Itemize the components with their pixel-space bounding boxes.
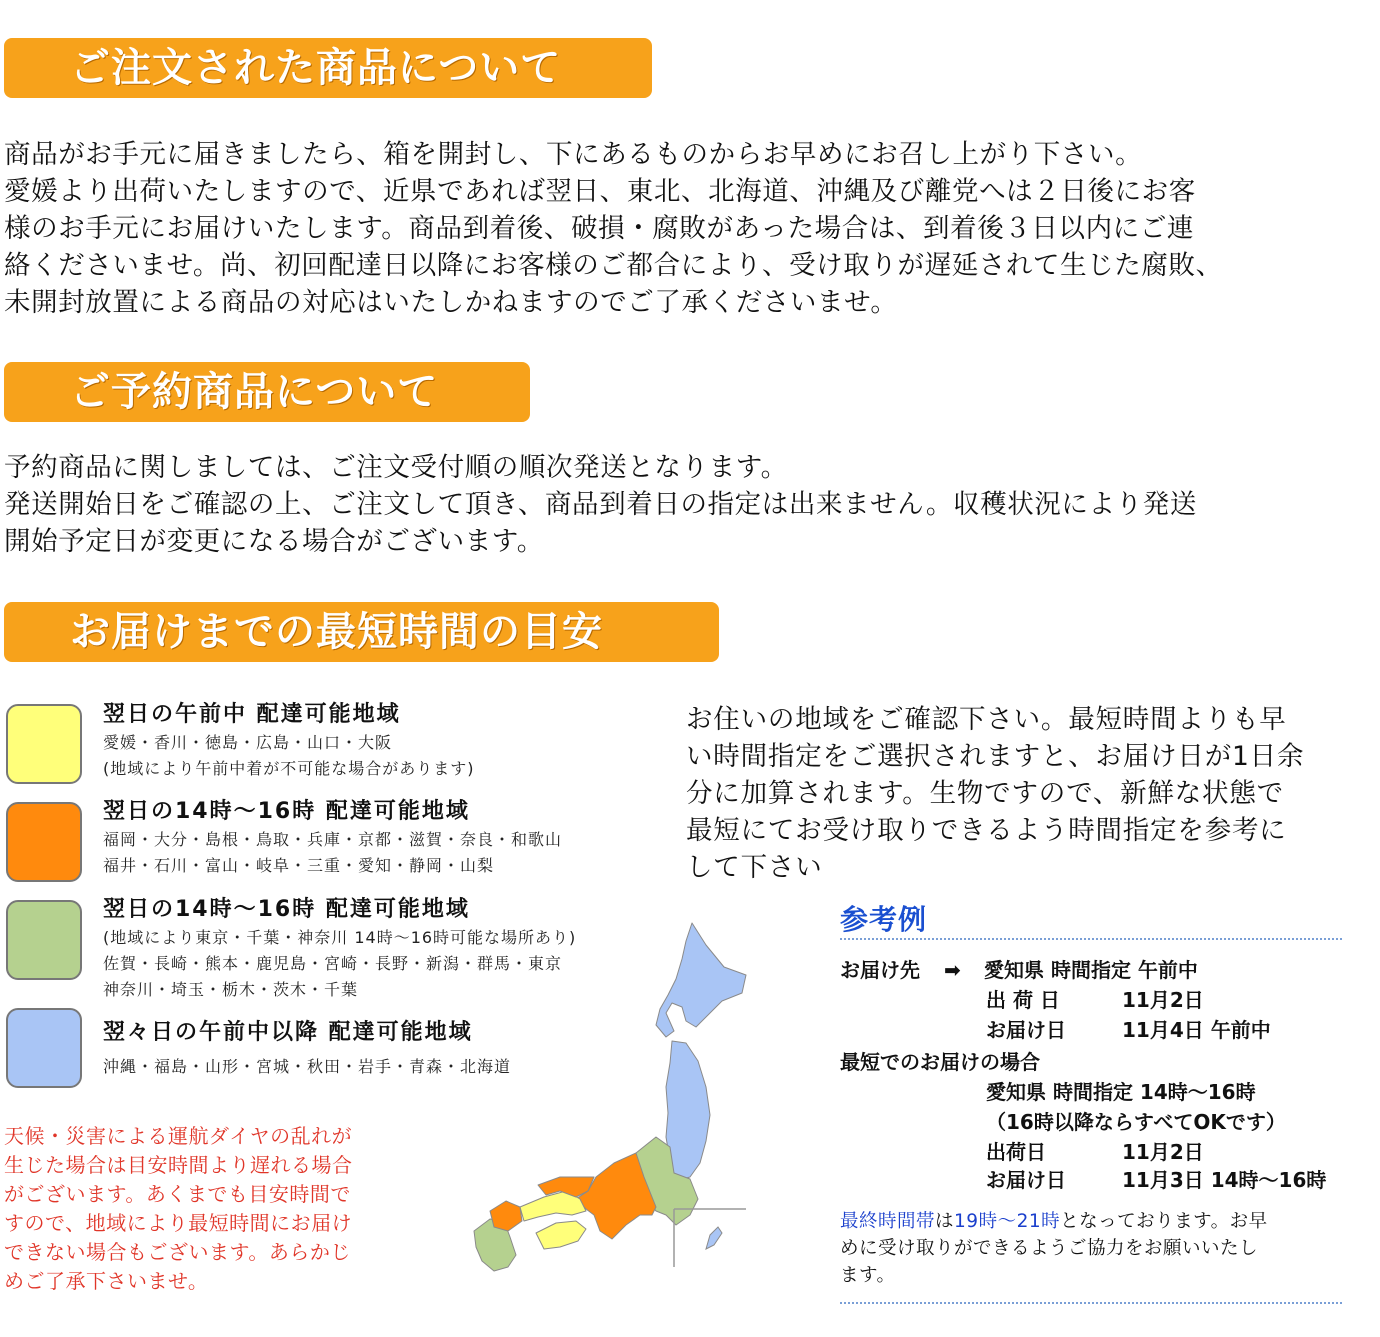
note-line: 天候・災害による運航ダイヤの乱れが	[4, 1124, 353, 1148]
zone-line: (地域により東京・千葉・神奈川 14時～16時可能な場所あり)	[103, 928, 577, 947]
zone-title: 翌日の14時～16時 配達可能地域	[103, 799, 470, 824]
note-line	[840, 1208, 1340, 1235]
text-fragment: となっております。お早	[1060, 1211, 1268, 1232]
zone-title: 翌日の午前中 配達可能地域	[103, 702, 401, 727]
dest-value: 愛知県 時間指定 午前中	[984, 958, 1198, 982]
text-line: 開始予定日が変更になる場合がございます。	[4, 526, 544, 557]
divider	[840, 938, 1342, 940]
ship-label: 出 荷 日	[986, 988, 1060, 1012]
weather-note	[4, 1122, 434, 1296]
text-line: 予約商品に関しましては、ご注文受付順の順次発送となります。	[4, 452, 788, 483]
note-line: い時間指定をご選択されますと、お届け日が1日余	[686, 741, 1305, 772]
zone-title: 翌々日の午前中以降 配達可能地域	[103, 1020, 473, 1045]
example-fastest-label: 最短でのお届けの場合	[840, 1050, 1040, 1074]
zone-line: 佐賀・長崎・熊本・鹿児島・宮崎・長野・新潟・群馬・東京	[103, 954, 563, 973]
text-line: 商品がお手元に届きましたら、箱を開封し、下にあるものからお早めにお召し上がり下さい。	[4, 139, 1143, 170]
map-region-shikoku	[536, 1221, 586, 1249]
order-paragraph	[4, 136, 1223, 321]
note-line: がございます。あくまでも目安時間で	[4, 1182, 351, 1206]
delivery-heading: お届けまでの最短時間の目安	[4, 602, 719, 662]
note-line: すので、地域により最短時間にお届け	[4, 1211, 353, 1235]
example-ship-date-2	[986, 1137, 1204, 1167]
example-destination	[840, 955, 1198, 985]
zone-line: 愛媛・香川・徳島・広島・山口・大阪	[103, 733, 393, 752]
region-note	[686, 701, 1376, 886]
example-ship-date	[986, 985, 1204, 1015]
zone-swatch-yellow	[6, 704, 82, 784]
text-line: 発送開始日をご確認の上、ご注文して頂き、商品到着日の指定は出来ません。収穫状況により発送	[4, 489, 1197, 520]
ship-value: 11月2日	[1122, 988, 1204, 1012]
zone-line: 福岡・大分・島根・鳥取・兵庫・京都・滋賀・奈良・和歌山	[103, 830, 563, 849]
example-fastest-note: （16時以降ならすべてOKです）	[986, 1110, 1286, 1134]
deliver-value: 11月4日 午前中	[1122, 1018, 1271, 1042]
text-fragment: は	[935, 1211, 955, 1232]
text-line: 未開封放置による商品の対応はいたしかねますのでご了承くださいませ。	[4, 287, 898, 318]
note-line: 生じた場合は目安時間より遅れる場合	[4, 1153, 353, 1177]
text-line: 愛媛より出荷いたしますので、近県であれば翌日、東北、北海道、沖縄及び離党へは２日後にお客	[4, 176, 1196, 207]
arrow-right-icon: ➡	[944, 958, 961, 982]
zone-title: 翌日の14時～16時 配達可能地域	[103, 897, 470, 922]
reservation-paragraph	[4, 449, 1197, 560]
map-region-tohoku	[666, 1041, 710, 1181]
zone-blue	[103, 1018, 511, 1080]
deliver-value: 11月3日 14時～16時	[1122, 1168, 1327, 1192]
japan-map	[460, 915, 750, 1275]
note-line: 分に加算されます。生物ですので、新鮮な状態で	[686, 778, 1284, 809]
zone-line: 福井・石川・富山・岐阜・三重・愛知・静岡・山梨	[103, 856, 495, 875]
zone-line: 神奈川・埼玉・栃木・茨木・千葉	[103, 980, 359, 999]
zone-line: (地域により午前中着が不可能な場合があります)	[103, 759, 475, 778]
note-line: お住いの地域をご確認下さい。最短時間よりも早	[686, 704, 1287, 735]
reservation-heading: ご予約商品について	[4, 362, 530, 422]
note-line: ます。	[840, 1265, 896, 1286]
final-slot-label: 最終時間帯	[840, 1211, 936, 1232]
example-fastest-value: 愛知県 時間指定 14時～16時	[986, 1080, 1256, 1104]
dest-label: お届け先	[840, 958, 920, 982]
zone-swatch-blue	[6, 1008, 82, 1088]
zone-line: 沖縄・福島・山形・宮城・秋田・岩手・青森・北海道	[103, 1057, 512, 1076]
zone-swatch-orange	[6, 802, 82, 882]
map-region-okinawa	[706, 1227, 722, 1249]
note-line: できない場合もございます。あらかじ	[4, 1240, 351, 1264]
text-line: 様のお手元にお届けいたします。商品到着後、破損・腐敗があった場合は、到着後３日以内にご連	[4, 213, 1195, 244]
text-line: 絡くださいませ。尚、初回配達日以降にお客様のご都合により、受け取りが遅延されて生じた腐敗、	[4, 250, 1223, 281]
note-line: して下さい	[686, 852, 823, 883]
ship-label: 出荷日	[986, 1140, 1046, 1164]
map-region-hokkaido	[656, 923, 746, 1037]
note-line: 最短にてお受け取りできるよう時間指定を参考に	[686, 815, 1287, 846]
example-delivery-date-2	[986, 1165, 1327, 1195]
zone-swatch-green	[6, 900, 82, 980]
zone-orange	[103, 797, 562, 879]
divider	[840, 1302, 1342, 1304]
note-line: めに受け取りができるようご協力をお願いいたし	[840, 1238, 1259, 1259]
order-heading: ご注文された商品について	[4, 38, 652, 98]
zone-yellow	[103, 700, 475, 782]
example-delivery-date	[986, 1015, 1271, 1045]
deliver-label: お届け日	[986, 1018, 1066, 1042]
final-slot-time: 19時～21時	[954, 1211, 1061, 1232]
final-time-note	[840, 1208, 1340, 1289]
example-title: 参考例	[840, 903, 928, 936]
map-region-kyushu-north	[490, 1201, 522, 1231]
note-line: めご了承下さいませ。	[4, 1269, 209, 1293]
deliver-label: お届け日	[986, 1168, 1066, 1192]
ship-value: 11月2日	[1122, 1140, 1204, 1164]
